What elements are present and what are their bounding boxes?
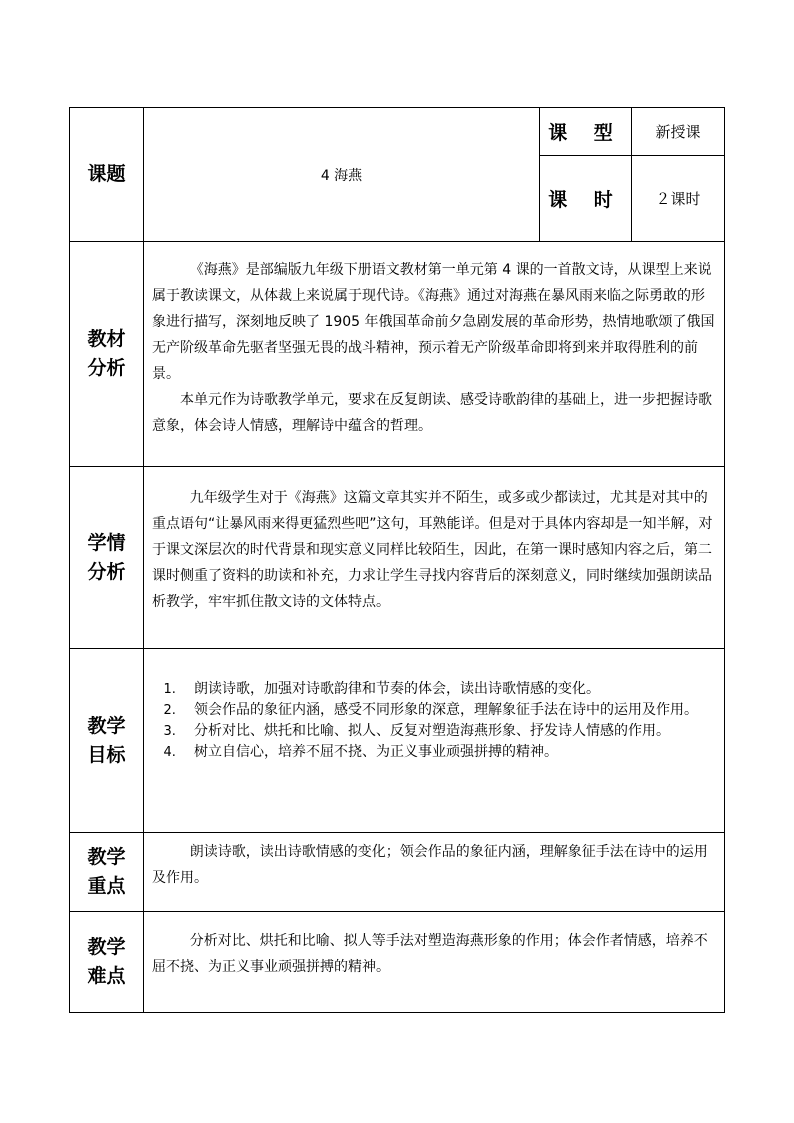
topic-label-cell [70, 108, 144, 241]
student-analysis-label: 学情分析 [87, 531, 126, 583]
teaching-goals-row [70, 649, 724, 833]
teaching-difficulty-row [70, 912, 724, 1012]
teaching-goals-list [144, 679, 724, 763]
type-value: 新授课 [655, 123, 701, 141]
lesson-plan-table [69, 107, 725, 1013]
header-row [70, 108, 724, 242]
material-analysis-paragraph-1: 《海燕》是部编版九年级下册语文教材第一单元第 4 课的一首散文诗，从课型上来说属于教读课文，从体裁上来说属于现代诗。《海燕》通过对海燕在暴风雨来临之际勇敢的形象进行描写，深刻地反映了 1905 年俄国革命前夕急剧发展的革命形势，热情地歌颂了俄国无产阶级革命先驱者坚强无畏的战斗精神，预示着无产阶级革命即将到来并取得胜利的前景。 [152, 262, 715, 382]
goal-item-1: 1. 朗读诗歌，加强对诗歌韵律和节奏的体会，读出诗歌情感的变化。 [180, 679, 714, 700]
hours-label-cell [540, 155, 632, 242]
teaching-difficulty-label-cell [70, 912, 144, 1012]
material-analysis-paragraph-2: 本单元作为诗歌教学单元，要求在反复朗读、感受诗歌韵律的基础上，进一步把握诗歌意象，体会诗人情感，理解诗中蕴含的哲理。 [152, 392, 712, 434]
material-analysis-label: 教材分析 [87, 328, 126, 379]
topic-value: 4 海燕 [320, 167, 363, 184]
student-analysis-content [144, 467, 724, 648]
topic-label: 课题 [87, 163, 126, 185]
teaching-goals-label-cell [70, 649, 144, 832]
type-label: 课 型 [548, 122, 623, 144]
topic-value-cell [144, 108, 540, 241]
teaching-goals-label: 教学目标 [87, 714, 126, 766]
teaching-key-row [70, 833, 724, 912]
goal-item-3: 3. 分析对比、烘托和比喻、拟人、反复对塑造海燕形象、抒发诗人情感的作用。 [180, 721, 714, 742]
hours-label: 课 时 [548, 189, 623, 211]
goal-item-4: 4. 树立自信心，培养不屈不挠、为正义事业顽强拼搏的精神。 [180, 742, 714, 763]
student-analysis-row [70, 467, 724, 649]
material-analysis-row [70, 242, 724, 467]
goal-item-2: 2. 领会作品的象征内涵，感受不同形象的深意，理解象征手法在诗中的运用及作用。 [180, 700, 714, 721]
hours-value-cell [632, 155, 724, 242]
hours-value: ２课时 [655, 190, 701, 208]
type-value-cell [632, 108, 724, 155]
student-analysis-paragraph: 九年级学生对于《海燕》这篇文章其实并不陌生，或多或少都读过，尤其是对其中的重点语句“让暴风雨来得更猛烈些吧”这句，耳熟能详。但是对于具体内容却是一知半解，对于课文深层次的时代背景和现实意义同样比较陌生，因此，在第一课时感知内容之后，第二课时侧重了资料的助读和补充，力求让学生寻找内容背后的深刻意义，同时继续加强朗读品析教学，牢牢抓住散文诗的文体特点。 [152, 490, 713, 610]
teaching-key-label: 教学重点 [87, 846, 126, 897]
teaching-key-content [144, 833, 724, 911]
teaching-difficulty-label: 教学难点 [87, 936, 126, 987]
material-analysis-label-cell [70, 242, 144, 466]
teaching-difficulty-paragraph: 分析对比、烘托和比喻、拟人等手法对塑造海燕形象的作用；体会作者情感，培养不屈不挠、为正义事业顽强拼搏的精神。 [152, 933, 708, 975]
teaching-key-label-cell [70, 833, 144, 911]
type-label-cell [540, 108, 632, 155]
teaching-goals-content [144, 649, 724, 832]
material-analysis-content [144, 242, 724, 466]
teaching-difficulty-content [144, 912, 724, 1012]
teaching-key-paragraph: 朗读诗歌，读出诗歌情感的变化；领会作品的象征内涵，理解象征手法在诗中的运用及作用。 [152, 844, 708, 886]
student-analysis-label-cell [70, 467, 144, 648]
